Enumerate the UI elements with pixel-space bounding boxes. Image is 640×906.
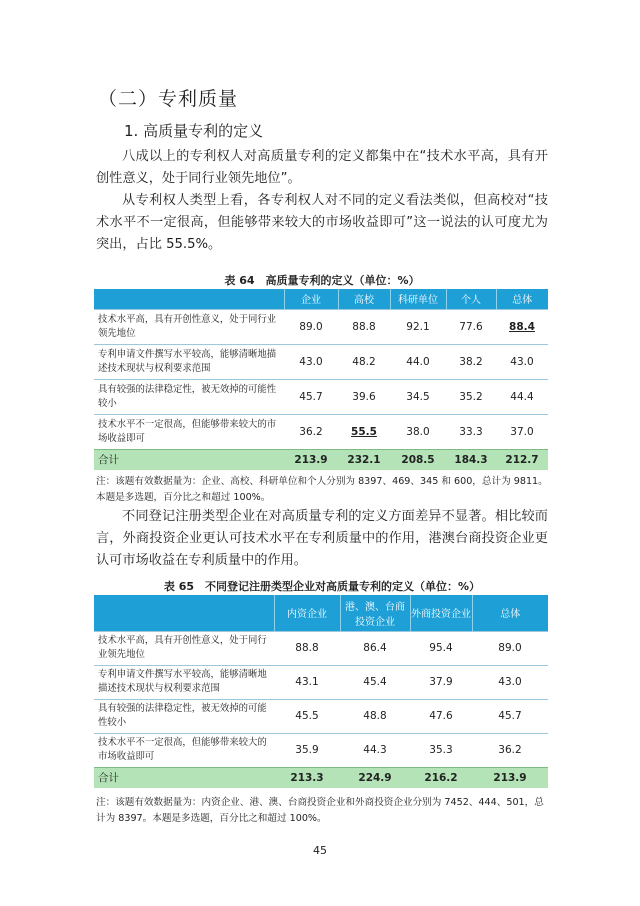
row-label: 具有较强的法律稳定性，被无效掉的可能性较小 [94,699,274,733]
header-cell: 科研单位 [390,289,446,309]
cell: 45.7 [284,379,338,414]
table-total-row [94,767,548,788]
cell: 232.1 [338,449,390,470]
table-row [94,309,548,344]
header-cell: 总体 [496,289,548,309]
row-label: 技术水平不一定很高，但能够带来较大的市场收益即可 [94,414,284,449]
row-label: 技术水平不一定很高，但能够带来较大的市场收益即可 [94,733,274,767]
cell: 47.6 [410,699,472,733]
header-cell: 企业 [284,289,338,309]
cell: 88.8 [274,631,340,665]
cell: 44.3 [340,733,410,767]
cell: 38.2 [446,344,496,379]
cell: 37.9 [410,665,472,699]
paragraph: 从专利权人类型上看，各专利权人对不同的定义看法类似，但高校对“技术水平不一定很高，但能够带来较大的市场收益即可”这一说法的认可度尤为突出，占比 55.5%。 [96,193,548,252]
cell-highlight: 88.4 [496,309,548,344]
cell: 35.3 [410,733,472,767]
table-header-row [94,289,548,309]
cell: 37.0 [496,414,548,449]
cell: 92.1 [390,309,446,344]
cell: 89.0 [284,309,338,344]
cell: 86.4 [340,631,410,665]
table-row [94,379,548,414]
cell: 45.7 [472,699,548,733]
row-label: 合计 [94,767,274,788]
header-cell: 个人 [446,289,496,309]
paragraph-block-1 [96,146,548,256]
cell: 43.0 [284,344,338,379]
row-label: 技术水平高，具有开创性意义，处于同行业领先地位 [94,631,274,665]
cell: 34.5 [390,379,446,414]
table-row [94,699,548,733]
table-note-64 [96,474,548,506]
table-total-row [94,449,548,470]
row-label: 专利申请文件撰写水平较高，能够清晰地描述技术现状与权利要求范围 [94,344,284,379]
table-caption-65: 表 65 不同登记注册类型企业对高质量专利的定义（单位：%） [163,580,481,593]
header-cell: 内资企业 [274,595,340,631]
header-cell: 高校 [338,289,390,309]
cell: 44.4 [496,379,548,414]
cell: 88.8 [338,309,390,344]
cell: 213.3 [274,767,340,788]
cell: 48.2 [338,344,390,379]
cell: 35.9 [274,733,340,767]
cell: 216.2 [410,767,472,788]
note-text: 注：该题有效数据量为：企业、高校、科研单位和个人分别为 8397、469、345 和 600，总计为 9811。本题是多选题，百分比之和超过 100%。 [96,476,548,503]
table-note-65 [96,795,548,827]
table-caption-64: 表 64 高质量专利的定义（单位：%） [224,274,420,287]
header-cell: 总体 [472,595,548,631]
cell-highlight: 55.5 [338,414,390,449]
cell: 224.9 [340,767,410,788]
cell: 33.3 [446,414,496,449]
cell: 36.2 [472,733,548,767]
table-row [94,665,548,699]
cell: 43.1 [274,665,340,699]
row-label: 专利申请文件撰写水平较高，能够清晰地描述技术现状与权利要求范围 [94,665,274,699]
cell: 38.0 [390,414,446,449]
cell: 95.4 [410,631,472,665]
cell: 43.0 [472,665,548,699]
cell: 44.0 [390,344,446,379]
cell: 184.3 [446,449,496,470]
row-label: 合计 [94,449,284,470]
cell: 213.9 [472,767,548,788]
cell: 45.5 [274,699,340,733]
table-65 [94,595,548,788]
paragraph: 不同登记注册类型企业在对高质量专利的定义方面差异不显著。相比较而言，外商投资企业更认可技术水平在专利质量中的作用，港澳台商投资企业更认可市场收益在专利质量中的作用。 [96,509,548,568]
page-number: 45 [313,844,327,857]
cell: 35.2 [446,379,496,414]
cell: 208.5 [390,449,446,470]
subsection-title: 1. 高质量专利的定义 [124,122,264,140]
table-row [94,414,548,449]
cell: 45.4 [340,665,410,699]
header-cell [94,595,274,631]
table-row [94,631,548,665]
paragraph-block-2 [96,506,548,572]
cell: 77.6 [446,309,496,344]
row-label: 具有较强的法律稳定性，被无效掉的可能性较小 [94,379,284,414]
note-text: 注：该题有效数据量为：内资企业、港、澳、台商投资企业和外商投资企业分别为 7452、444、501，总计为 8397。本题是多选题，百分比之和超过 100%。 [96,797,544,824]
section-title: （二）专利质量 [98,88,239,110]
cell: 212.7 [496,449,548,470]
table-row [94,733,548,767]
cell: 48.8 [340,699,410,733]
cell: 36.2 [284,414,338,449]
cell: 39.6 [338,379,390,414]
row-label: 技术水平高，具有开创性意义，处于同行业领先地位 [94,309,284,344]
table-64 [94,289,548,470]
cell: 89.0 [472,631,548,665]
table-header-row [94,595,548,631]
header-cell: 外商投资企业 [410,595,472,631]
header-cell [94,289,284,309]
cell: 43.0 [496,344,548,379]
cell: 213.9 [284,449,338,470]
header-cell: 港、澳、台商投资企业 [340,595,410,631]
paragraph: 八成以上的专利权人对高质量专利的定义都集中在“技术水平高，具有开创性意义，处于同行业领先地位”。 [96,149,548,186]
table-row [94,344,548,379]
